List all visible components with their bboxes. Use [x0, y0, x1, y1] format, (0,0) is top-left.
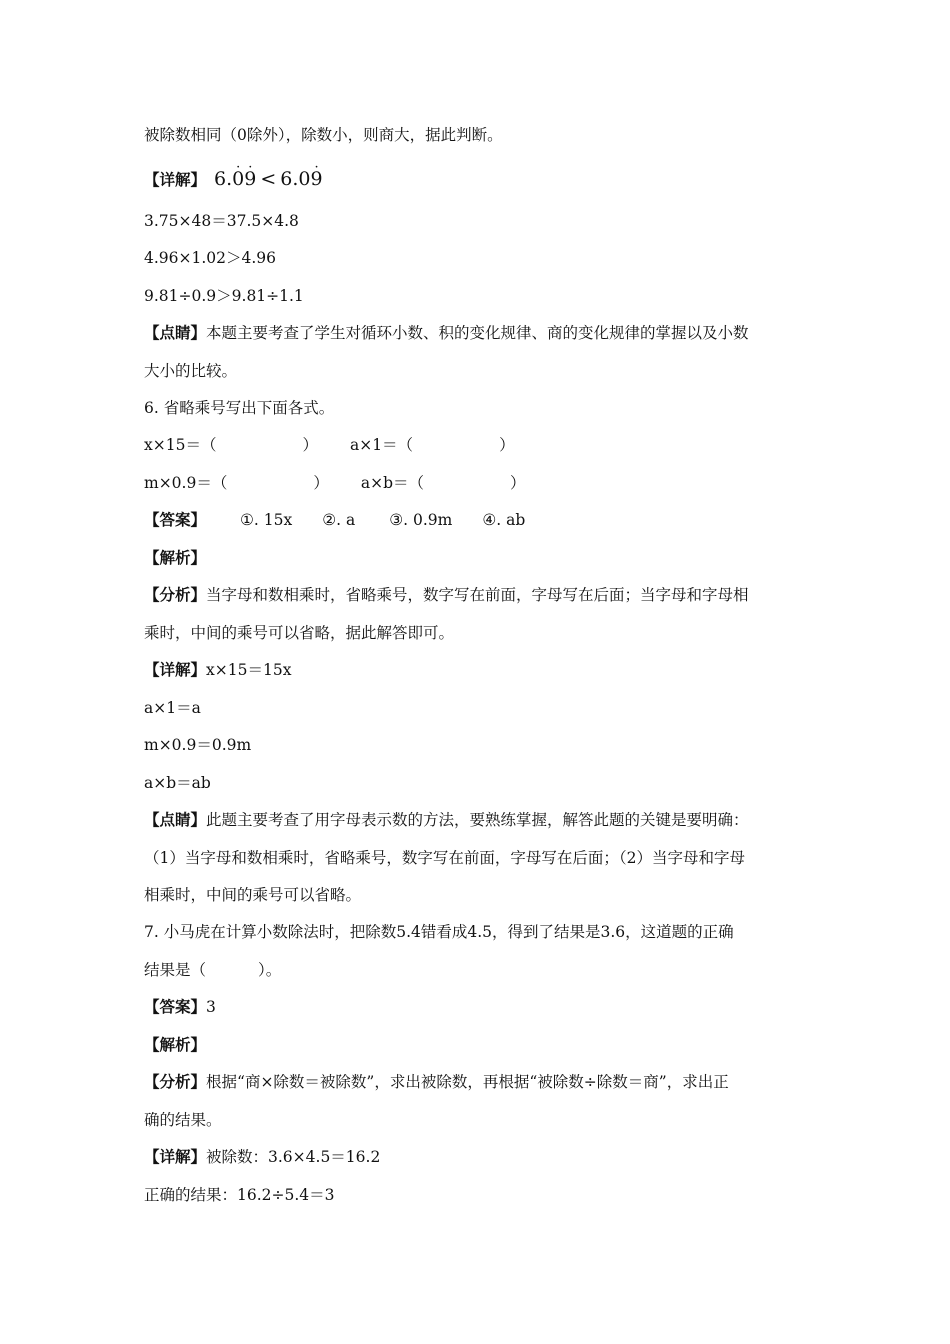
compare-left: 6.· 0· 9 [214, 168, 256, 190]
text-line: 确的结果。 [144, 1111, 222, 1129]
blank-a1: a×1＝（ [349, 436, 414, 454]
text-line: （1）当字母和数相乘时，省略乘号，数字写在前面，字母写在后面；（2）当字母和字母 [144, 849, 745, 867]
text-line: 9.81÷0.9＞9.81÷1.1 [144, 287, 304, 305]
fenxi-text: 当字母和数相乘时，省略乘号，数字写在前面，字母写在后面；当字母和字母相 [206, 586, 749, 604]
detail-tag: 【详解】 [144, 660, 207, 679]
blank-close: ） [313, 474, 329, 492]
q6-row-1 [144, 434, 515, 456]
blank-result: 结果是（ [144, 961, 207, 979]
analysis-tag: 【解析】 [144, 1035, 207, 1054]
q7-question-line-2 [144, 959, 281, 981]
text-line: m×0.9＝0.9m [144, 736, 252, 754]
question-7: 7. 小马虎在计算小数除法时，把除数5.4错看成4.5，得到了结果是3.6，这道题的正确 [144, 923, 734, 941]
q6-comment [144, 809, 749, 831]
answer-value: 3 [206, 998, 216, 1016]
compare-right: 6.0· 9 [280, 168, 322, 190]
compare-operator: < [260, 168, 277, 190]
q6-analysis [144, 584, 749, 606]
q6-detail [144, 659, 291, 681]
blank-close: ） [510, 474, 526, 492]
answer-2: ②. a [322, 511, 356, 529]
fenxi-tag: 【分析】 [144, 1072, 207, 1091]
question-6: 6. 省略乘号写出下面各式。 [144, 399, 335, 417]
analysis-tag: 【解析】 [144, 548, 207, 567]
text-line: 乘时，中间的乘号可以省略，据此解答即可。 [144, 624, 455, 642]
text-line: a×1＝a [144, 699, 201, 717]
comment-text: 本题主要考查了学生对循环小数、积的变化规律、商的变化规律的掌握以及小数 [206, 324, 749, 342]
text-line: 相乘时，中间的乘号可以省略。 [144, 886, 362, 904]
text-line: 正确的结果：16.2÷5.4＝3 [144, 1186, 335, 1204]
fenxi-tag: 【分析】 [144, 585, 207, 604]
text-line: a×b＝ab [144, 774, 211, 792]
text-line: 被除数相同（0除外），除数小，则商大，据此判断。 [144, 126, 503, 144]
q5-detail-compare [144, 168, 323, 191]
answer-tag: 【答案】 [144, 510, 207, 529]
blank-ab: a×b＝（ [360, 474, 425, 492]
blank-x15: x×15＝（ [144, 436, 217, 454]
answer-3: ③. 0.9m [389, 511, 453, 529]
detail-tag: 【详解】 [144, 1147, 207, 1166]
blank-close: ） [499, 436, 515, 454]
q6-answer [144, 509, 525, 531]
q7-answer [144, 996, 216, 1018]
blank-m09: m×0.9＝（ [144, 474, 228, 492]
fenxi-text: 根据“商×除数＝被除数”，求出被除数，再根据“被除数÷除数＝商”，求出正 [206, 1073, 729, 1091]
q7-analysis [144, 1071, 729, 1093]
blank-close: ）。 [258, 961, 282, 979]
comment-tag: 【点睛】 [144, 323, 207, 342]
detail-tag: 【详解】 [144, 170, 207, 189]
blank-close: ） [302, 436, 318, 454]
answer-1: ①. 15x [240, 511, 293, 529]
answer-4: ④. ab [482, 511, 526, 529]
q7-detail [144, 1146, 380, 1168]
answer-tag: 【答案】 [144, 997, 207, 1016]
comment-tag: 【点睛】 [144, 810, 207, 829]
text-line: 大小的比较。 [144, 362, 238, 380]
text-line: 3.75×48＝37.5×4.8 [144, 212, 299, 230]
detail-text: 被除数：3.6×4.5＝16.2 [206, 1148, 381, 1166]
detail-text: x×15＝15x [206, 661, 292, 679]
comment-text: 此题主要考查了用字母表示数的方法，要熟练掌握，解答此题的关键是要明确： [206, 811, 749, 829]
text-line: 4.96×1.02＞4.96 [144, 249, 277, 267]
q6-row-2 [144, 472, 526, 494]
q5-comment [144, 322, 749, 344]
